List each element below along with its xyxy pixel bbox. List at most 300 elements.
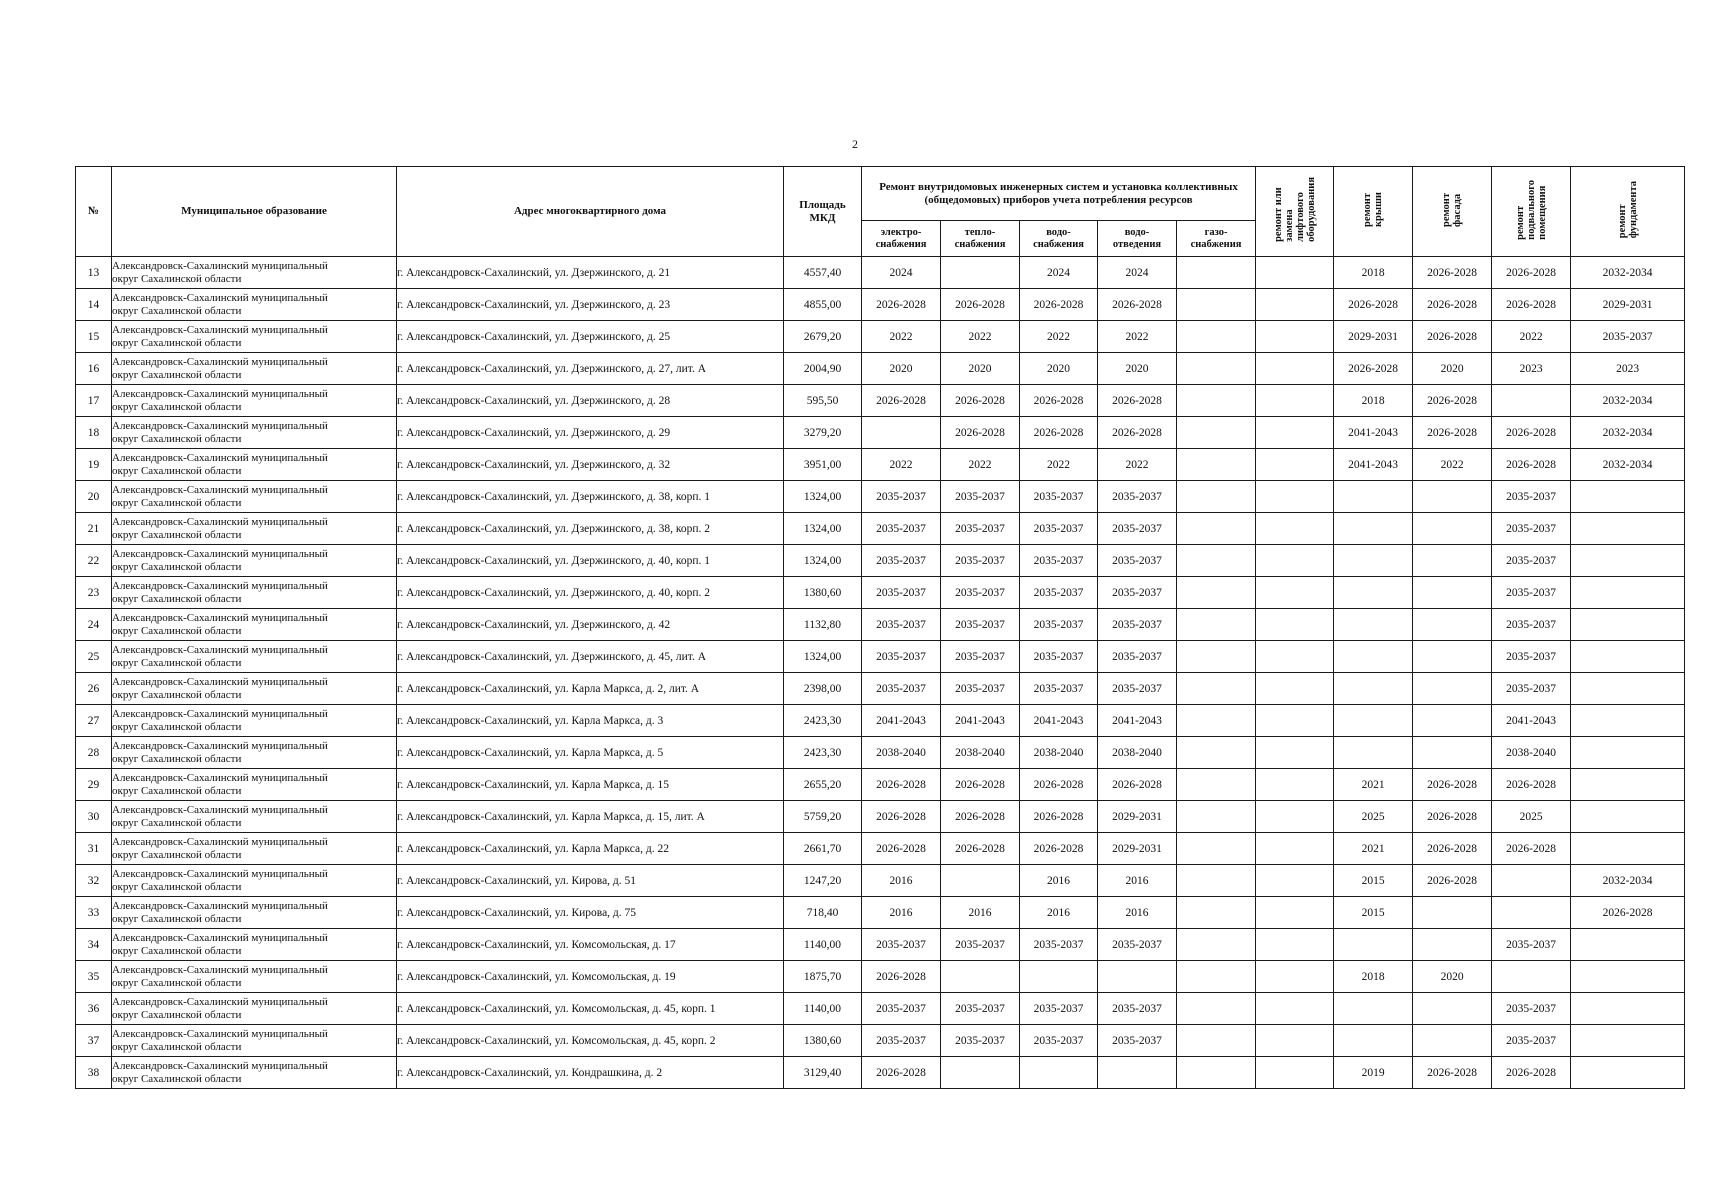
table-row bbox=[76, 417, 1685, 449]
row-roof: 2015 bbox=[1334, 865, 1413, 897]
row-basement: 2026-2028 bbox=[1492, 257, 1571, 289]
row-heat: 2022 bbox=[941, 321, 1020, 353]
row-heat: 2035-2037 bbox=[941, 641, 1020, 673]
row-area: 1247,20 bbox=[784, 865, 862, 897]
row-lift bbox=[1256, 449, 1334, 481]
row-address: г. Александровск-Сахалинский, ул. Дзержинского, д. 45, лит. А bbox=[397, 641, 784, 673]
table-row bbox=[76, 673, 1685, 705]
row-municipality: Александровск-Сахалинский муниципальный округ Сахалинской области bbox=[112, 417, 397, 449]
row-gas bbox=[1177, 801, 1256, 833]
row-roof: 2019 bbox=[1334, 1057, 1413, 1089]
row-lift bbox=[1256, 769, 1334, 801]
row-roof bbox=[1334, 641, 1413, 673]
row-facade: 2026-2028 bbox=[1413, 289, 1492, 321]
row-heat: 2022 bbox=[941, 449, 1020, 481]
row-lift bbox=[1256, 673, 1334, 705]
row-gas bbox=[1177, 577, 1256, 609]
row-foundation: 2032-2034 bbox=[1571, 449, 1685, 481]
row-foundation: 2032-2034 bbox=[1571, 257, 1685, 289]
row-roof: 2018 bbox=[1334, 257, 1413, 289]
header-facade bbox=[1413, 167, 1492, 257]
row-facade: 2026-2028 bbox=[1413, 801, 1492, 833]
row-foundation bbox=[1571, 577, 1685, 609]
row-municipality: Александровск-Сахалинский муниципальный округ Сахалинской области bbox=[112, 289, 397, 321]
capital-repair-table bbox=[75, 166, 1685, 1089]
row-foundation bbox=[1571, 705, 1685, 737]
row-address: г. Александровск-Сахалинский, ул. Кирова, д. 75 bbox=[397, 897, 784, 929]
header-heat: тепло- снабжения bbox=[941, 221, 1020, 257]
row-facade bbox=[1413, 481, 1492, 513]
row-roof bbox=[1334, 513, 1413, 545]
row-basement: 2035-2037 bbox=[1492, 641, 1571, 673]
row-lift bbox=[1256, 961, 1334, 993]
row-facade bbox=[1413, 705, 1492, 737]
row-lift bbox=[1256, 417, 1334, 449]
row-area: 2679,20 bbox=[784, 321, 862, 353]
row-municipality: Александровск-Сахалинский муниципальный округ Сахалинской области bbox=[112, 929, 397, 961]
row-foundation bbox=[1571, 801, 1685, 833]
row-address: г. Александровск-Сахалинский, ул. Дзержинского, д. 38, корп. 1 bbox=[397, 481, 784, 513]
row-municipality: Александровск-Сахалинский муниципальный округ Сахалинской области bbox=[112, 353, 397, 385]
row-area: 595,50 bbox=[784, 385, 862, 417]
row-gas bbox=[1177, 353, 1256, 385]
row-electro: 2026-2028 bbox=[862, 801, 941, 833]
row-lift bbox=[1256, 929, 1334, 961]
row-basement: 2041-2043 bbox=[1492, 705, 1571, 737]
row-facade: 2022 bbox=[1413, 449, 1492, 481]
row-facade bbox=[1413, 1025, 1492, 1057]
row-basement: 2035-2037 bbox=[1492, 1025, 1571, 1057]
row-roof bbox=[1334, 609, 1413, 641]
row-facade bbox=[1413, 929, 1492, 961]
row-municipality: Александровск-Сахалинский муниципальный округ Сахалинской области bbox=[112, 993, 397, 1025]
table-row bbox=[76, 257, 1685, 289]
row-electro: 2038-2040 bbox=[862, 737, 941, 769]
row-address: г. Александровск-Сахалинский, ул. Дзержинского, д. 28 bbox=[397, 385, 784, 417]
row-address: г. Александровск-Сахалинский, ул. Дзержинского, д. 23 bbox=[397, 289, 784, 321]
row-water: 2035-2037 bbox=[1020, 609, 1098, 641]
row-area: 1875,70 bbox=[784, 961, 862, 993]
row-foundation bbox=[1571, 1025, 1685, 1057]
row-basement: 2035-2037 bbox=[1492, 513, 1571, 545]
row-number: 34 bbox=[76, 929, 112, 961]
row-water: 2026-2028 bbox=[1020, 385, 1098, 417]
row-address: г. Александровск-Сахалинский, ул. Дзержинского, д. 38, корп. 2 bbox=[397, 513, 784, 545]
row-electro: 2035-2037 bbox=[862, 577, 941, 609]
row-water: 2020 bbox=[1020, 353, 1098, 385]
row-gas bbox=[1177, 993, 1256, 1025]
row-facade bbox=[1413, 897, 1492, 929]
row-municipality: Александровск-Сахалинский муниципальный округ Сахалинской области bbox=[112, 897, 397, 929]
row-facade: 2026-2028 bbox=[1413, 257, 1492, 289]
row-drain: 2016 bbox=[1098, 897, 1177, 929]
row-foundation bbox=[1571, 545, 1685, 577]
row-gas bbox=[1177, 449, 1256, 481]
header-area: Площадь МКД bbox=[784, 167, 862, 257]
row-basement: 2023 bbox=[1492, 353, 1571, 385]
row-basement: 2026-2028 bbox=[1492, 449, 1571, 481]
row-heat: 2035-2037 bbox=[941, 609, 1020, 641]
row-number: 33 bbox=[76, 897, 112, 929]
header-systems-group: Ремонт внутридомовых инженерных систем и установка коллективных (общедомовых) приборов учета потребления ресурсов bbox=[862, 167, 1256, 221]
row-heat: 2016 bbox=[941, 897, 1020, 929]
header-lift-label: ремонт или замена лифтового оборудования bbox=[1272, 177, 1317, 242]
row-electro: 2041-2043 bbox=[862, 705, 941, 737]
row-municipality: Александровск-Сахалинский муниципальный округ Сахалинской области bbox=[112, 1025, 397, 1057]
row-area: 3129,40 bbox=[784, 1057, 862, 1089]
row-electro: 2035-2037 bbox=[862, 673, 941, 705]
table-body bbox=[76, 257, 1685, 1089]
row-foundation bbox=[1571, 481, 1685, 513]
row-number: 36 bbox=[76, 993, 112, 1025]
table-row bbox=[76, 641, 1685, 673]
row-municipality: Александровск-Сахалинский муниципальный округ Сахалинской области bbox=[112, 641, 397, 673]
row-gas bbox=[1177, 417, 1256, 449]
row-water: 2016 bbox=[1020, 865, 1098, 897]
row-address: г. Александровск-Сахалинский, ул. Дзержинского, д. 32 bbox=[397, 449, 784, 481]
row-facade: 2026-2028 bbox=[1413, 769, 1492, 801]
row-address: г. Александровск-Сахалинский, ул. Карла Маркса, д. 2, лит. А bbox=[397, 673, 784, 705]
row-basement: 2026-2028 bbox=[1492, 417, 1571, 449]
row-roof: 2015 bbox=[1334, 897, 1413, 929]
row-area: 1324,00 bbox=[784, 545, 862, 577]
row-address: г. Александровск-Сахалинский, ул. Дзержинского, д. 25 bbox=[397, 321, 784, 353]
row-water: 2022 bbox=[1020, 321, 1098, 353]
row-water: 2016 bbox=[1020, 897, 1098, 929]
table-row bbox=[76, 513, 1685, 545]
row-heat: 2035-2037 bbox=[941, 993, 1020, 1025]
row-heat: 2026-2028 bbox=[941, 801, 1020, 833]
row-drain: 2020 bbox=[1098, 353, 1177, 385]
row-facade bbox=[1413, 641, 1492, 673]
row-drain: 2035-2037 bbox=[1098, 577, 1177, 609]
header-basement bbox=[1492, 167, 1571, 257]
row-electro: 2035-2037 bbox=[862, 609, 941, 641]
row-heat bbox=[941, 865, 1020, 897]
table-row bbox=[76, 961, 1685, 993]
row-roof: 2025 bbox=[1334, 801, 1413, 833]
table-row bbox=[76, 1057, 1685, 1089]
row-drain: 2016 bbox=[1098, 865, 1177, 897]
row-roof bbox=[1334, 545, 1413, 577]
row-gas bbox=[1177, 705, 1256, 737]
row-drain: 2026-2028 bbox=[1098, 289, 1177, 321]
row-address: г. Александровск-Сахалинский, ул. Карла Маркса, д. 3 bbox=[397, 705, 784, 737]
row-address: г. Александровск-Сахалинский, ул. Кирова, д. 51 bbox=[397, 865, 784, 897]
table-row bbox=[76, 481, 1685, 513]
row-area: 5759,20 bbox=[784, 801, 862, 833]
table-row bbox=[76, 769, 1685, 801]
row-address: г. Александровск-Сахалинский, ул. Карла Маркса, д. 22 bbox=[397, 833, 784, 865]
header-foundation-label: ремонт фундамента bbox=[1616, 180, 1639, 239]
row-area: 4557,40 bbox=[784, 257, 862, 289]
row-heat bbox=[941, 257, 1020, 289]
row-electro: 2035-2037 bbox=[862, 481, 941, 513]
row-lift bbox=[1256, 833, 1334, 865]
row-basement: 2026-2028 bbox=[1492, 833, 1571, 865]
row-number: 19 bbox=[76, 449, 112, 481]
row-address: г. Александровск-Сахалинский, ул. Комсомольская, д. 45, корп. 2 bbox=[397, 1025, 784, 1057]
row-number: 28 bbox=[76, 737, 112, 769]
row-address: г. Александровск-Сахалинский, ул. Карла Маркса, д. 15, лит. А bbox=[397, 801, 784, 833]
row-gas bbox=[1177, 321, 1256, 353]
row-municipality: Александровск-Сахалинский муниципальный округ Сахалинской области bbox=[112, 545, 397, 577]
row-gas bbox=[1177, 1025, 1256, 1057]
row-lift bbox=[1256, 705, 1334, 737]
row-gas bbox=[1177, 769, 1256, 801]
row-gas bbox=[1177, 929, 1256, 961]
row-heat: 2035-2037 bbox=[941, 577, 1020, 609]
row-facade: 2020 bbox=[1413, 353, 1492, 385]
table-row bbox=[76, 705, 1685, 737]
row-lift bbox=[1256, 289, 1334, 321]
header-foundation bbox=[1571, 167, 1685, 257]
row-municipality: Александровск-Сахалинский муниципальный округ Сахалинской области bbox=[112, 865, 397, 897]
row-gas bbox=[1177, 545, 1256, 577]
row-basement: 2038-2040 bbox=[1492, 737, 1571, 769]
row-address: г. Александровск-Сахалинский, ул. Дзержинского, д. 40, корп. 1 bbox=[397, 545, 784, 577]
row-lift bbox=[1256, 577, 1334, 609]
row-drain: 2041-2043 bbox=[1098, 705, 1177, 737]
row-electro: 2035-2037 bbox=[862, 1025, 941, 1057]
row-municipality: Александровск-Сахалинский муниципальный округ Сахалинской области bbox=[112, 609, 397, 641]
row-electro: 2035-2037 bbox=[862, 641, 941, 673]
row-gas bbox=[1177, 257, 1256, 289]
row-municipality: Александровск-Сахалинский муниципальный округ Сахалинской области bbox=[112, 833, 397, 865]
table-row bbox=[76, 929, 1685, 961]
row-municipality: Александровск-Сахалинский муниципальный округ Сахалинской области bbox=[112, 449, 397, 481]
row-gas bbox=[1177, 673, 1256, 705]
row-facade bbox=[1413, 737, 1492, 769]
row-heat: 2035-2037 bbox=[941, 481, 1020, 513]
row-facade: 2026-2028 bbox=[1413, 385, 1492, 417]
row-drain: 2035-2037 bbox=[1098, 641, 1177, 673]
row-lift bbox=[1256, 865, 1334, 897]
row-drain: 2022 bbox=[1098, 449, 1177, 481]
row-municipality: Александровск-Сахалинский муниципальный округ Сахалинской области bbox=[112, 577, 397, 609]
row-drain: 2035-2037 bbox=[1098, 673, 1177, 705]
header-roof bbox=[1334, 167, 1413, 257]
row-foundation bbox=[1571, 961, 1685, 993]
row-lift bbox=[1256, 513, 1334, 545]
row-heat: 2026-2028 bbox=[941, 289, 1020, 321]
row-foundation: 2032-2034 bbox=[1571, 417, 1685, 449]
row-lift bbox=[1256, 641, 1334, 673]
row-water bbox=[1020, 961, 1098, 993]
row-facade: 2026-2028 bbox=[1413, 321, 1492, 353]
header-electro: электро- снабжения bbox=[862, 221, 941, 257]
row-gas bbox=[1177, 481, 1256, 513]
row-address: г. Александровск-Сахалинский, ул. Комсомольская, д. 19 bbox=[397, 961, 784, 993]
header-roof-label: ремонт крыши bbox=[1362, 191, 1385, 227]
row-roof bbox=[1334, 673, 1413, 705]
row-municipality: Александровск-Сахалинский муниципальный округ Сахалинской области bbox=[112, 513, 397, 545]
row-roof bbox=[1334, 737, 1413, 769]
row-facade: 2020 bbox=[1413, 961, 1492, 993]
row-area: 2661,70 bbox=[784, 833, 862, 865]
row-water: 2035-2037 bbox=[1020, 673, 1098, 705]
row-basement: 2035-2037 bbox=[1492, 993, 1571, 1025]
row-lift bbox=[1256, 609, 1334, 641]
row-lift bbox=[1256, 257, 1334, 289]
row-foundation bbox=[1571, 513, 1685, 545]
row-gas bbox=[1177, 289, 1256, 321]
row-area: 3951,00 bbox=[784, 449, 862, 481]
row-area: 2004,90 bbox=[784, 353, 862, 385]
row-basement bbox=[1492, 865, 1571, 897]
row-municipality: Александровск-Сахалинский муниципальный округ Сахалинской области bbox=[112, 257, 397, 289]
table-row bbox=[76, 545, 1685, 577]
row-water: 2035-2037 bbox=[1020, 929, 1098, 961]
row-address: г. Александровск-Сахалинский, ул. Дзержинского, д. 27, лит. А bbox=[397, 353, 784, 385]
row-area: 1140,00 bbox=[784, 993, 862, 1025]
row-water: 2026-2028 bbox=[1020, 289, 1098, 321]
row-municipality: Александровск-Сахалинский муниципальный округ Сахалинской области bbox=[112, 481, 397, 513]
row-electro: 2026-2028 bbox=[862, 289, 941, 321]
row-basement: 2035-2037 bbox=[1492, 545, 1571, 577]
row-facade bbox=[1413, 609, 1492, 641]
row-water: 2035-2037 bbox=[1020, 513, 1098, 545]
row-water: 2035-2037 bbox=[1020, 545, 1098, 577]
header-address: Адрес многоквартирного дома bbox=[397, 167, 784, 257]
row-municipality: Александровск-Сахалинский муниципальный округ Сахалинской области bbox=[112, 385, 397, 417]
row-facade: 2026-2028 bbox=[1413, 417, 1492, 449]
row-drain: 2035-2037 bbox=[1098, 609, 1177, 641]
row-lift bbox=[1256, 993, 1334, 1025]
row-drain: 2035-2037 bbox=[1098, 929, 1177, 961]
header-water: водо- снабжения bbox=[1020, 221, 1098, 257]
row-foundation: 2032-2034 bbox=[1571, 865, 1685, 897]
row-basement: 2035-2037 bbox=[1492, 481, 1571, 513]
row-water: 2038-2040 bbox=[1020, 737, 1098, 769]
row-roof bbox=[1334, 481, 1413, 513]
row-electro: 2022 bbox=[862, 449, 941, 481]
row-area: 1324,00 bbox=[784, 481, 862, 513]
row-number: 23 bbox=[76, 577, 112, 609]
row-gas bbox=[1177, 1057, 1256, 1089]
row-number: 32 bbox=[76, 865, 112, 897]
row-water bbox=[1020, 1057, 1098, 1089]
row-area: 1324,00 bbox=[784, 641, 862, 673]
row-electro: 2026-2028 bbox=[862, 1057, 941, 1089]
row-drain: 2035-2037 bbox=[1098, 481, 1177, 513]
table-row bbox=[76, 449, 1685, 481]
row-gas bbox=[1177, 513, 1256, 545]
row-gas bbox=[1177, 865, 1256, 897]
row-drain: 2022 bbox=[1098, 321, 1177, 353]
row-basement bbox=[1492, 961, 1571, 993]
header-municipality: Муниципальное образование bbox=[112, 167, 397, 257]
row-number: 31 bbox=[76, 833, 112, 865]
row-lift bbox=[1256, 897, 1334, 929]
row-heat: 2026-2028 bbox=[941, 833, 1020, 865]
row-electro: 2016 bbox=[862, 865, 941, 897]
row-number: 37 bbox=[76, 1025, 112, 1057]
row-drain: 2024 bbox=[1098, 257, 1177, 289]
row-basement: 2035-2037 bbox=[1492, 609, 1571, 641]
row-area: 2423,30 bbox=[784, 737, 862, 769]
row-electro: 2022 bbox=[862, 321, 941, 353]
row-number: 18 bbox=[76, 417, 112, 449]
table-row bbox=[76, 385, 1685, 417]
row-foundation bbox=[1571, 833, 1685, 865]
row-electro: 2024 bbox=[862, 257, 941, 289]
row-foundation bbox=[1571, 673, 1685, 705]
row-basement: 2035-2037 bbox=[1492, 673, 1571, 705]
row-electro: 2035-2037 bbox=[862, 929, 941, 961]
row-address: г. Александровск-Сахалинский, ул. Кондрашкина, д. 2 bbox=[397, 1057, 784, 1089]
row-area: 4855,00 bbox=[784, 289, 862, 321]
row-roof: 2018 bbox=[1334, 961, 1413, 993]
row-electro: 2035-2037 bbox=[862, 513, 941, 545]
header-num: № bbox=[76, 167, 112, 257]
row-area: 2398,00 bbox=[784, 673, 862, 705]
row-basement bbox=[1492, 385, 1571, 417]
row-municipality: Александровск-Сахалинский муниципальный округ Сахалинской области bbox=[112, 961, 397, 993]
row-electro: 2020 bbox=[862, 353, 941, 385]
row-basement: 2022 bbox=[1492, 321, 1571, 353]
row-lift bbox=[1256, 1057, 1334, 1089]
row-heat bbox=[941, 1057, 1020, 1089]
row-municipality: Александровск-Сахалинский муниципальный округ Сахалинской области bbox=[112, 769, 397, 801]
row-number: 16 bbox=[76, 353, 112, 385]
row-water: 2026-2028 bbox=[1020, 833, 1098, 865]
row-gas bbox=[1177, 609, 1256, 641]
page-number: 2 bbox=[852, 137, 858, 151]
row-foundation: 2023 bbox=[1571, 353, 1685, 385]
row-drain: 2035-2037 bbox=[1098, 1025, 1177, 1057]
table-row bbox=[76, 353, 1685, 385]
row-water: 2024 bbox=[1020, 257, 1098, 289]
row-basement: 2026-2028 bbox=[1492, 289, 1571, 321]
row-number: 25 bbox=[76, 641, 112, 673]
row-electro: 2026-2028 bbox=[862, 769, 941, 801]
row-lift bbox=[1256, 737, 1334, 769]
row-roof bbox=[1334, 577, 1413, 609]
row-foundation bbox=[1571, 1057, 1685, 1089]
row-water: 2035-2037 bbox=[1020, 641, 1098, 673]
row-municipality: Александровск-Сахалинский муниципальный округ Сахалинской области bbox=[112, 1057, 397, 1089]
row-area: 1380,60 bbox=[784, 577, 862, 609]
row-heat: 2035-2037 bbox=[941, 513, 1020, 545]
table-row bbox=[76, 737, 1685, 769]
row-water: 2035-2037 bbox=[1020, 577, 1098, 609]
row-water: 2026-2028 bbox=[1020, 801, 1098, 833]
row-roof: 2021 bbox=[1334, 833, 1413, 865]
row-lift bbox=[1256, 545, 1334, 577]
row-electro: 2026-2028 bbox=[862, 385, 941, 417]
row-heat: 2020 bbox=[941, 353, 1020, 385]
row-gas bbox=[1177, 385, 1256, 417]
row-number: 24 bbox=[76, 609, 112, 641]
row-municipality: Александровск-Сахалинский муниципальный округ Сахалинской области bbox=[112, 673, 397, 705]
row-roof bbox=[1334, 929, 1413, 961]
row-area: 1140,00 bbox=[784, 929, 862, 961]
row-facade bbox=[1413, 673, 1492, 705]
row-water: 2035-2037 bbox=[1020, 1025, 1098, 1057]
row-lift bbox=[1256, 385, 1334, 417]
row-drain bbox=[1098, 1057, 1177, 1089]
row-address: г. Александровск-Сахалинский, ул. Дзержинского, д. 42 bbox=[397, 609, 784, 641]
row-area: 2655,20 bbox=[784, 769, 862, 801]
row-heat: 2026-2028 bbox=[941, 417, 1020, 449]
row-electro: 2026-2028 bbox=[862, 961, 941, 993]
row-facade bbox=[1413, 545, 1492, 577]
row-number: 22 bbox=[76, 545, 112, 577]
row-basement: 2026-2028 bbox=[1492, 769, 1571, 801]
row-area: 1132,80 bbox=[784, 609, 862, 641]
row-heat: 2035-2037 bbox=[941, 929, 1020, 961]
